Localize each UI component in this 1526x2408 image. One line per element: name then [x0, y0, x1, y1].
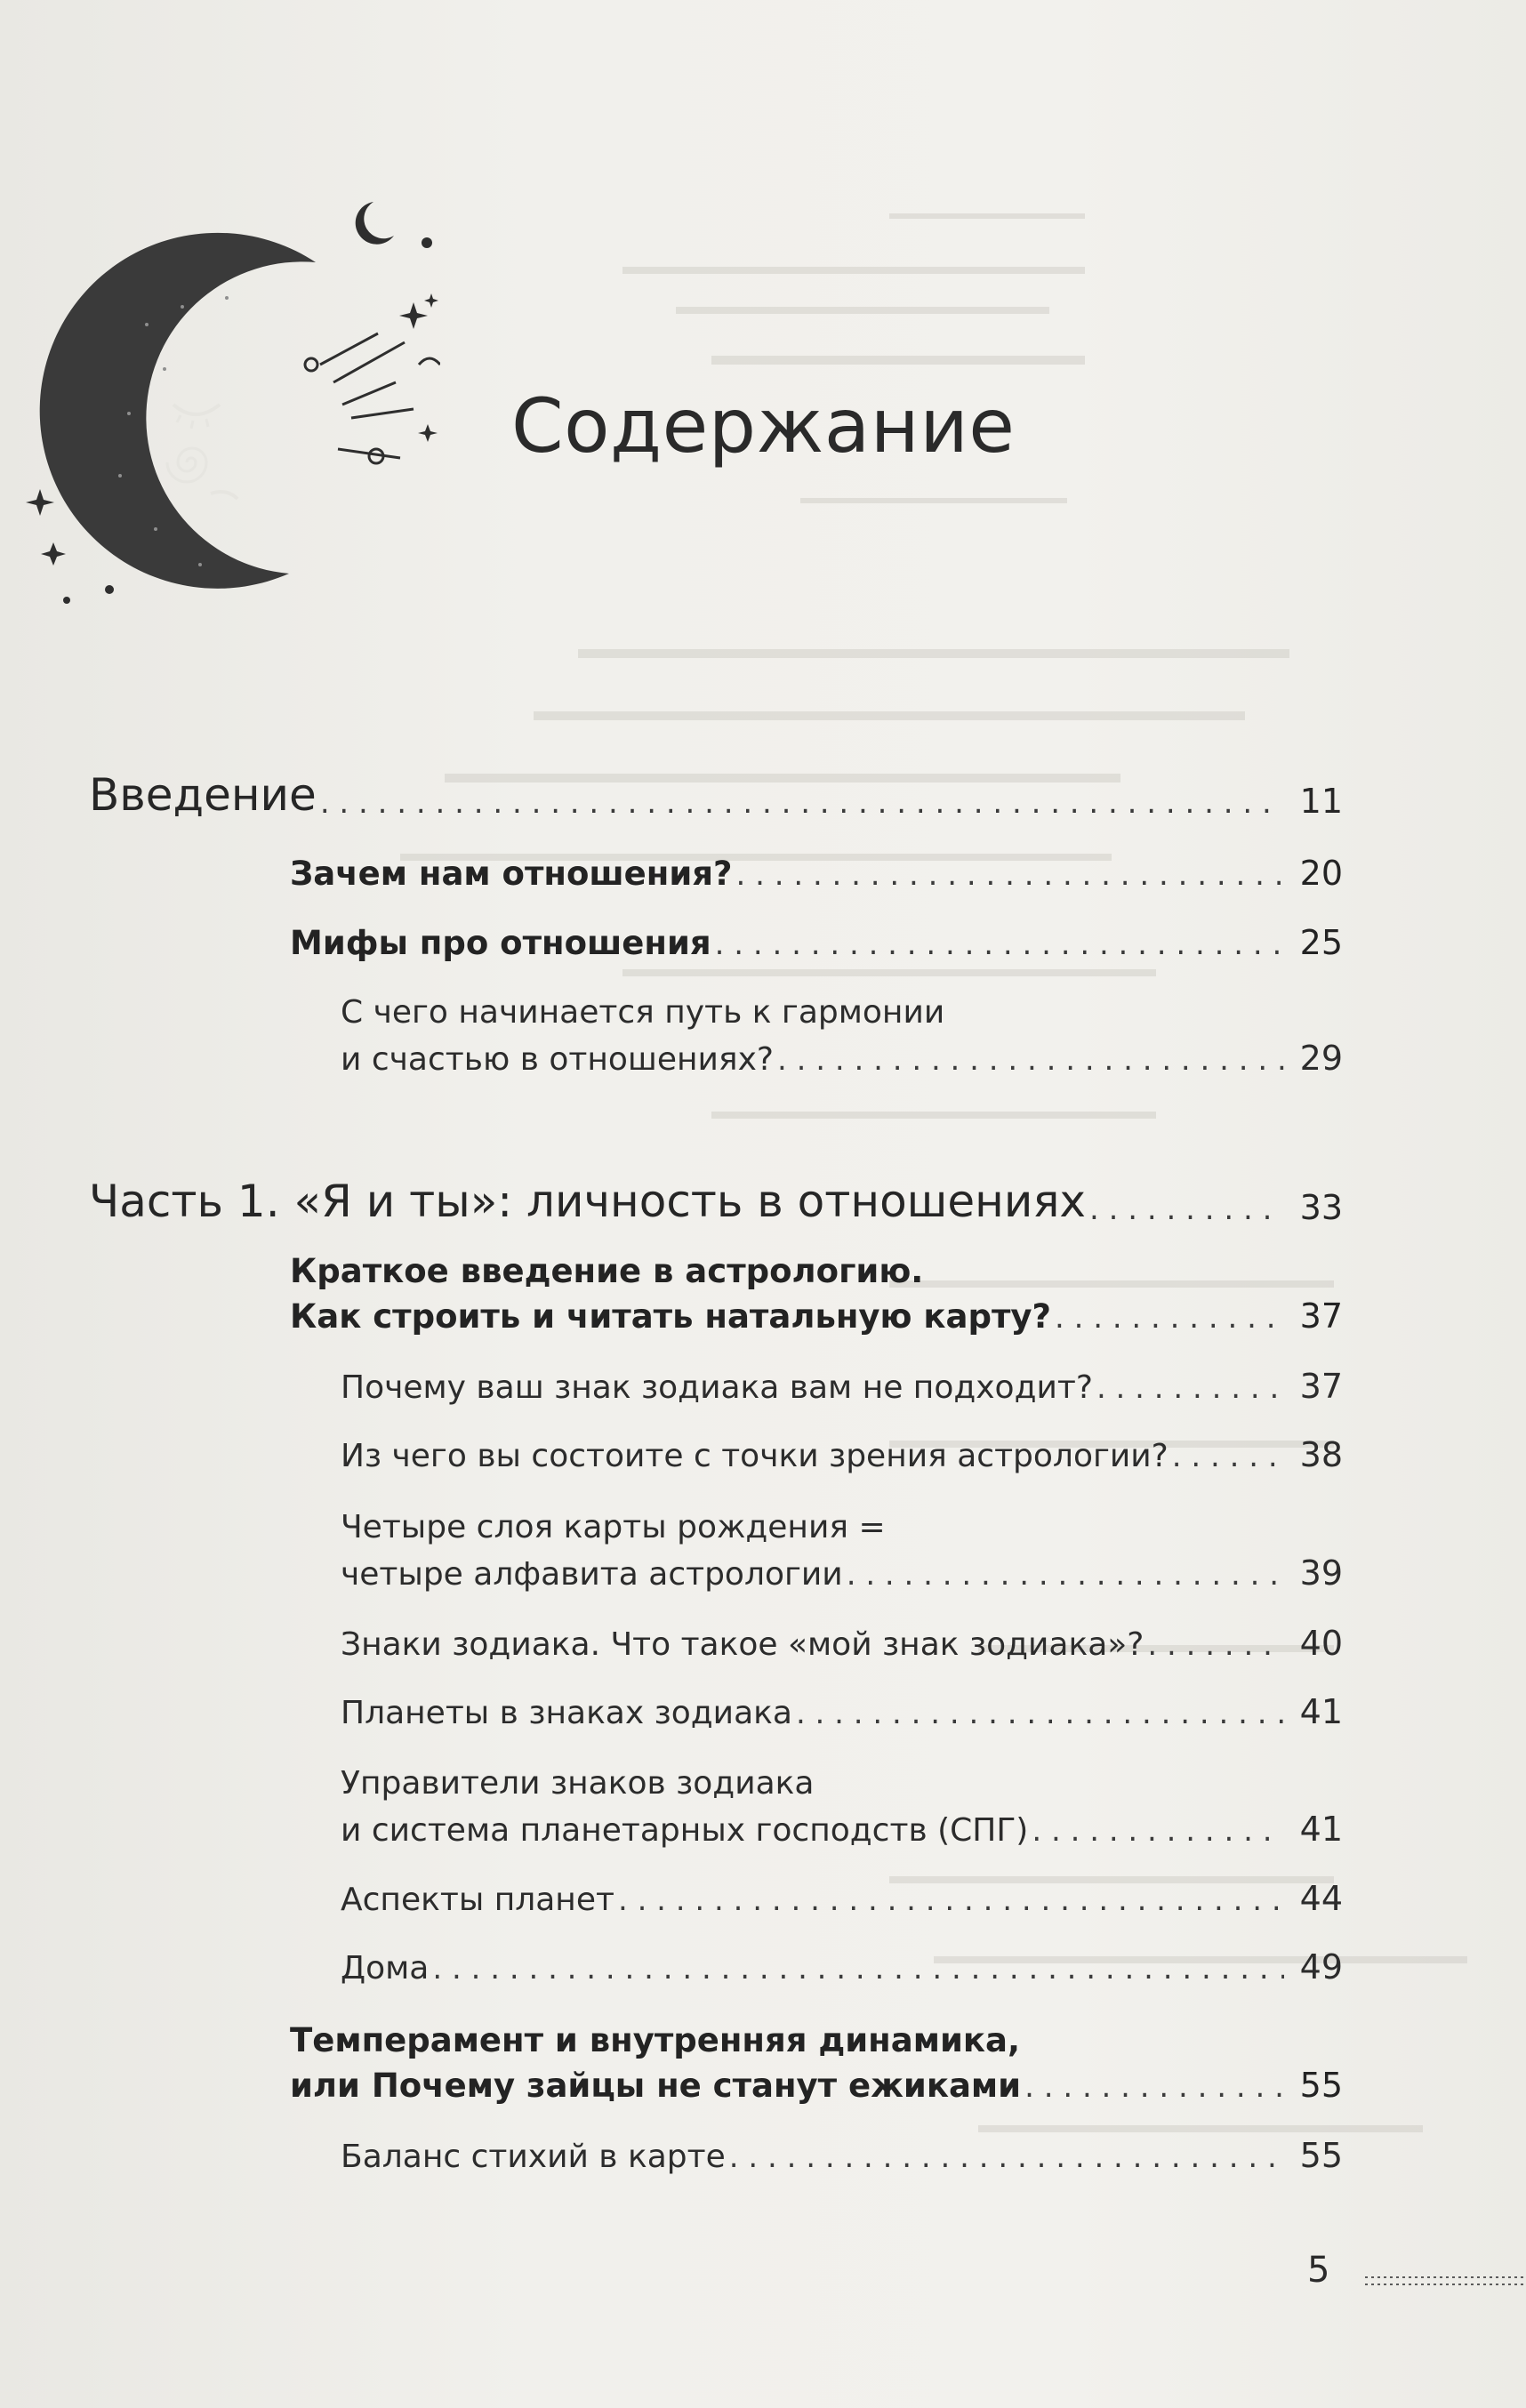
toc-entry-page: 55: [1299, 2066, 1343, 2105]
toc-entry[interactable]: [341, 1879, 1343, 1918]
toc-dot-leader: [1032, 1813, 1284, 1849]
toc-entry-page: 44: [1299, 1879, 1343, 1918]
footer-dotted-rule: [1365, 2272, 1526, 2290]
toc-entry-title-line1: Четыре слоя карты рождения =: [341, 1509, 886, 1545]
toc-entry-title: Зачем нам отношения?: [290, 855, 733, 893]
toc-entry-page: 41: [1299, 1810, 1343, 1849]
toc-dot-leader: [735, 857, 1284, 893]
toc-entry[interactable]: [290, 854, 1343, 893]
toc-entry-page: 49: [1299, 1947, 1343, 1987]
toc-dot-leader: [847, 1557, 1284, 1593]
toc-entry-title: Аспекты планет: [341, 1882, 614, 1918]
toc-dot-leader: [796, 1696, 1284, 1731]
toc-entry[interactable]: [341, 1947, 1343, 1987]
toc-entry[interactable]: [341, 1624, 1343, 1663]
toc-entry[interactable]: [341, 1367, 1343, 1406]
toc-entry-page: 37: [1299, 1296, 1343, 1336]
toc-entry-page: 39: [1299, 1553, 1343, 1593]
toc-entry-title-line1: Темперамент и внутренняя динамика,: [290, 2021, 1021, 2059]
toc-entry-page: 55: [1299, 2136, 1343, 2175]
toc-entry-title: Планеты в знаках зодиака: [341, 1695, 792, 1731]
toc-entry[interactable]: [290, 923, 1343, 962]
toc-entry-page: 40: [1299, 1624, 1343, 1663]
toc-entry-title: Часть 1. «Я и ты»: личность в отношениях: [89, 1176, 1087, 1227]
toc-entry-title: четыре алфавита астрологии: [341, 1556, 843, 1593]
toc-dot-leader: [1096, 1370, 1284, 1406]
toc-entry-title: Почему ваш знак зодиака вам не подходит?: [341, 1369, 1093, 1406]
toc-dot-leader: [729, 2139, 1284, 2175]
toc-entry-title: и счастью в отношениях?: [341, 1041, 775, 1078]
toc-entry-page: 37: [1299, 1367, 1343, 1406]
toc-entry[interactable]: [290, 1296, 1343, 1336]
toc-entry-title: или Почему зайцы не станут ежиками: [290, 2067, 1022, 2105]
toc-entry-part1[interactable]: [89, 1176, 1343, 1227]
toc-dot-leader: [1147, 1627, 1284, 1663]
toc-entry[interactable]: [341, 1692, 1343, 1731]
toc-entry-page: 20: [1299, 854, 1343, 893]
toc-dot-leader: [432, 1951, 1284, 1987]
toc-entry-page: 25: [1299, 923, 1343, 962]
toc-entry-title-line1: С чего начинается путь к гармонии: [341, 994, 945, 1031]
toc-entry[interactable]: [341, 1810, 1343, 1849]
toc-dot-leader: [1024, 2069, 1284, 2105]
toc-entry-title: Введение: [89, 769, 317, 821]
toc-entry-title: и система планетарных господств (СПГ): [341, 1812, 1029, 1849]
toc-entry-title: Из чего вы состоите с точки зрения астрологии?: [341, 1438, 1169, 1474]
toc-dot-leader: [618, 1882, 1284, 1918]
toc-entry-page: 11: [1299, 782, 1343, 821]
toc-dot-leader: [1172, 1439, 1284, 1474]
toc-dot-leader: [1055, 1300, 1284, 1336]
toc-entry-page: 33: [1299, 1188, 1343, 1227]
toc-dot-leader: [777, 1042, 1284, 1078]
toc-entry-page: 38: [1299, 1435, 1343, 1474]
toc-entry[interactable]: [290, 2066, 1343, 2105]
toc-entry-title: Дома: [341, 1950, 430, 1987]
toc-dot-leader: [320, 785, 1284, 821]
page-title: Содержание: [511, 382, 1016, 470]
toc-entry-intro[interactable]: [89, 769, 1343, 821]
toc-entry-page: 41: [1299, 1692, 1343, 1731]
toc-dot-leader: [1089, 1192, 1284, 1227]
toc-entry-title: Мифы про отношения: [290, 924, 711, 962]
toc-entry[interactable]: [341, 1039, 1343, 1078]
toc-entry-title: Знаки зодиака. Что такое «мой знак зодиака»?: [341, 1626, 1144, 1663]
toc-entry-title-line1: Управители знаков зодиака: [341, 1765, 815, 1802]
toc-entry-page: 29: [1299, 1039, 1343, 1078]
toc-entry[interactable]: [341, 1553, 1343, 1593]
toc-entry-title-line1: Краткое введение в астрологию.: [290, 1252, 924, 1290]
toc-entry-title: Как строить и читать натальную карту?: [290, 1297, 1051, 1336]
page-number: 5: [1307, 2250, 1330, 2291]
toc-dot-leader: [715, 927, 1284, 962]
toc-entry-title: Баланс стихий в карте: [341, 2139, 726, 2175]
toc-entry[interactable]: [341, 2136, 1343, 2175]
toc-entry[interactable]: [341, 1435, 1343, 1474]
